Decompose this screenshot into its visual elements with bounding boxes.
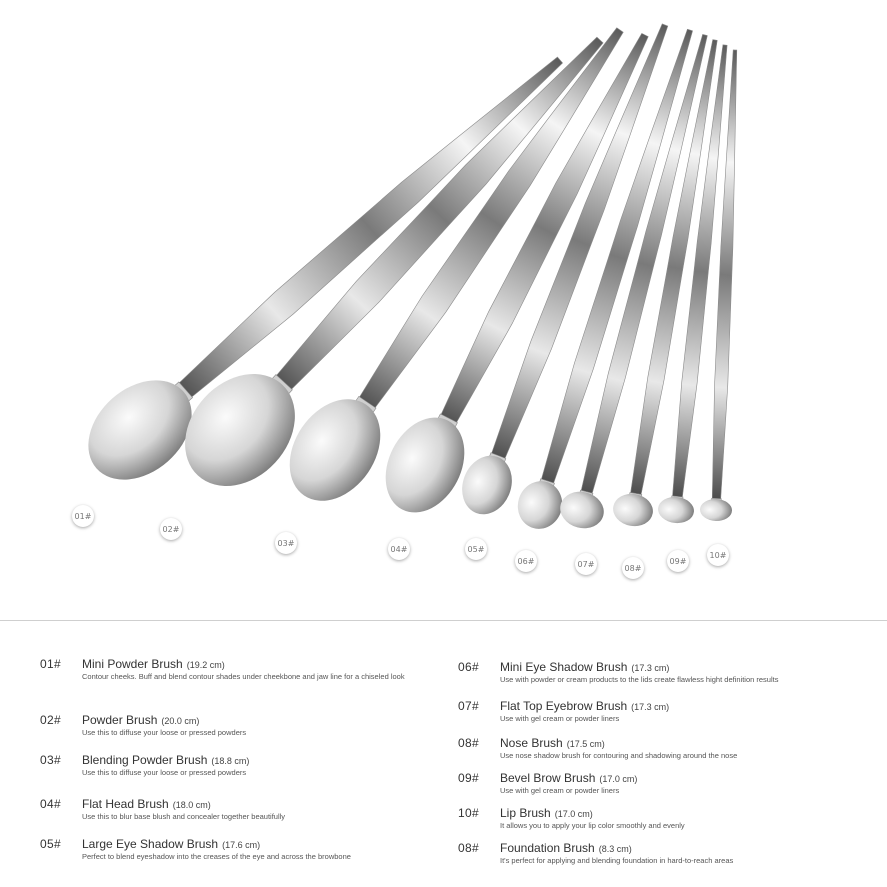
entry-description: Use this to blur base blush and concealer together beautifully	[82, 812, 286, 821]
brush-bristles	[611, 491, 656, 529]
entry-name	[82, 657, 225, 671]
entry-name	[500, 806, 593, 820]
entry-name	[82, 713, 199, 727]
entry-size: (17.0 cm)	[599, 774, 638, 784]
entry-name	[500, 660, 669, 674]
entry-size: (20.0 cm)	[161, 716, 200, 726]
entry-description: It's perfect for applying and blending foundation in hard-to-reach areas	[500, 856, 734, 865]
badge-5: 05#	[465, 538, 487, 560]
entry-number: 09#	[458, 771, 479, 785]
badge-1: 01#	[72, 505, 94, 527]
entry-name	[500, 699, 669, 713]
entry-size: (18.0 cm)	[172, 800, 211, 810]
entry-description: Use with gel cream or powder liners	[500, 786, 620, 795]
entry-number: 03#	[40, 753, 61, 767]
entry-description: Contour cheeks. Buff and blend contour shades under cheekbone and jaw line for a chiseled look	[82, 672, 405, 681]
entry-title: Lip Brush	[500, 806, 551, 820]
entry-size: (17.3 cm)	[631, 663, 670, 673]
entry-number: 05#	[40, 837, 61, 851]
entry-number: 08#	[458, 841, 479, 855]
entry-number: 08#	[458, 736, 479, 750]
entry-size: (18.8 cm)	[211, 756, 250, 766]
brush-bristles	[512, 475, 568, 534]
entry-name	[500, 771, 637, 785]
entry-title: Flat Head Brush	[82, 797, 169, 811]
brush-bristles	[657, 495, 696, 525]
entry-number: 10#	[458, 806, 479, 820]
entry-title: Foundation Brush	[500, 841, 595, 855]
brush-bristles	[700, 498, 733, 521]
entry-name	[500, 841, 632, 855]
badge-7: 07#	[575, 553, 597, 575]
entry-size: (17.0 cm)	[554, 809, 593, 819]
entry-description: Perfect to blend eyeshadow into the creases of the eye and across the browbone	[82, 852, 351, 861]
entry-title: Mini Powder Brush	[82, 657, 183, 671]
entry-title: Flat Top Eyebrow Brush	[500, 699, 628, 713]
entry-title: Blending Powder Brush	[82, 753, 208, 767]
section-divider	[0, 620, 887, 621]
entry-title: Bevel Brow Brush	[500, 771, 596, 785]
entry-description: Use this to diffuse your loose or pressed powders	[82, 768, 247, 777]
entry-number: 07#	[458, 699, 479, 713]
badge-6: 06#	[515, 550, 537, 572]
badge-10: 10#	[707, 544, 729, 566]
entry-description: Use with powder or cream products to the lids create flawless hight definition results	[500, 675, 779, 684]
badge-4: 04#	[388, 538, 410, 560]
entry-number: 01#	[40, 657, 61, 671]
entry-size: (19.2 cm)	[186, 660, 225, 670]
entry-number: 06#	[458, 660, 479, 674]
entry-title: Large Eye Shadow Brush	[82, 837, 219, 851]
entry-size: (17.3 cm)	[631, 702, 670, 712]
entry-size: (17.5 cm)	[566, 739, 605, 749]
entry-title: Mini Eye Shadow Brush	[500, 660, 628, 674]
brush-handle	[170, 49, 570, 406]
entry-size: (8.3 cm)	[598, 844, 632, 854]
entry-title: Nose Brush	[500, 736, 563, 750]
brush-bristles	[370, 404, 480, 526]
entry-name	[82, 797, 211, 811]
entry-title: Powder Brush	[82, 713, 158, 727]
brush-10	[700, 49, 751, 521]
entry-name	[82, 837, 260, 851]
entry-description: Use with gel cream or powder liners	[500, 714, 620, 723]
entry-number: 04#	[40, 797, 61, 811]
badge-8: 08#	[622, 557, 644, 579]
badge-9: 09#	[667, 550, 689, 572]
entry-description: Use this to diffuse your loose or pressed powders	[82, 728, 247, 737]
entry-number: 02#	[40, 713, 61, 727]
entry-size: (17.6 cm)	[222, 840, 261, 850]
entry-description: It allows you to apply your lip color smoothly and evenly	[500, 821, 685, 830]
badge-3: 03#	[275, 532, 297, 554]
entry-description: Use nose shadow brush for contouring and shadowing around the nose	[500, 751, 738, 760]
badge-2: 02#	[160, 518, 182, 540]
brush-bristles	[556, 487, 608, 533]
entry-name	[500, 736, 605, 750]
entry-name	[82, 753, 249, 767]
